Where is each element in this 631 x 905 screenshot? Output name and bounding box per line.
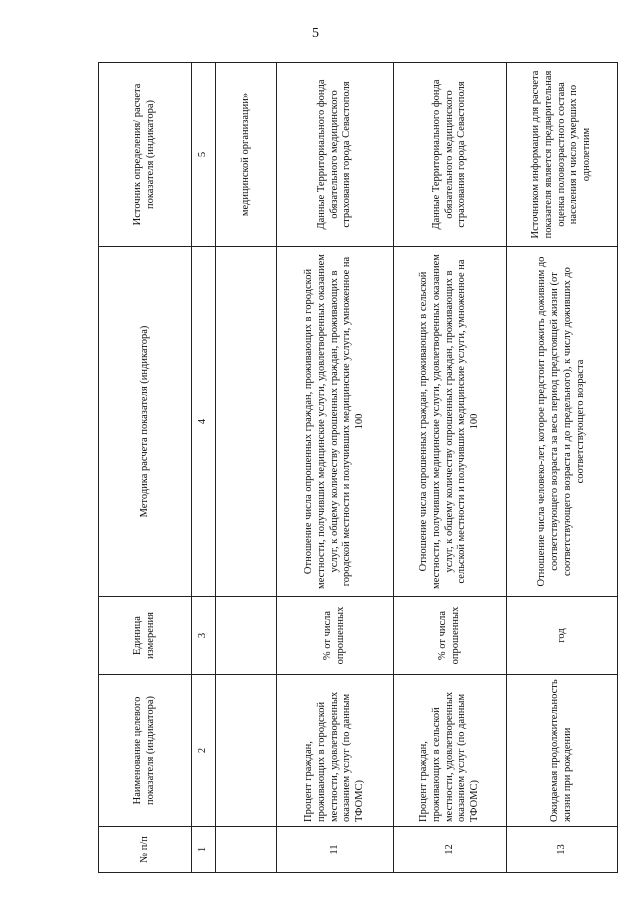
indicator-name: Процент граждан, проживающих в сельской местности, удовлетворенных оказанием услуг (по данным ТФОМС) [394, 675, 507, 827]
column-number: 3 [192, 597, 216, 675]
header-cell-unit: Единица измерения [99, 597, 192, 675]
table-cell [216, 597, 277, 675]
indicator-method: Отношение числа человеко-лет, которое предстоит прожить доживним до соответствующего возраста за весь период предстоящей жизни (от соответствующего возраста и до предельного), к числу доживших до соответствующего возраста [507, 247, 618, 597]
table-row [277, 63, 394, 873]
rotated-table-container [98, 63, 605, 873]
table-row [394, 63, 507, 873]
indicator-unit: год [507, 597, 618, 675]
indicator-name: Ожидаемая продолжительность жизни при рождении [507, 675, 618, 827]
continuation-source-cell: медицинской организации» [216, 63, 277, 247]
indicator-unit: % от числа опрошенных [394, 597, 507, 675]
indicator-unit: % от числа опрошенных [277, 597, 394, 675]
row-number: 13 [507, 827, 618, 873]
header-cell-name: Наименование целевого показателя (индикатора) [99, 675, 192, 827]
indicator-method: Отношение числа опрошенных граждан, проживающих в сельской местности, получивших медицинские услуги, удовлетворенных оказанием услуг, к общему количеству опрошенных граждан, проживающих в сельской местности и получивших медицинские услуги, умноженное на 100 [394, 247, 507, 597]
header-cell-num: № п/п [99, 827, 192, 873]
header-cell-method: Методика расчета показателя (индикатора) [99, 247, 192, 597]
header-row [99, 63, 192, 873]
table-cell [216, 827, 277, 873]
indicator-source: Данные Территориального фонда обязательного медицинского страхования города Севастополя [277, 63, 394, 247]
column-number: 2 [192, 675, 216, 827]
indicator-source: Источником информации для расчета показателя является предварительная оценка половозрастного состава населения и число умерших по однолетним [507, 63, 618, 247]
table-row [507, 63, 618, 873]
row-number: 11 [277, 827, 394, 873]
continuation-row [216, 63, 277, 873]
indicator-method: Отношение числа опрошенных граждан, проживающих в городской местности, получивших медицинские услуги, удовлетворенных оказанием услуг, к общему количеству опрошенных граждан, проживающих в городской местности и получивших медицинские услуги, умноженное на 100 [277, 247, 394, 597]
header-cell-source: Источник определения/ расчета показателя (индикатора) [99, 63, 192, 247]
column-number: 5 [192, 63, 216, 247]
indicators-table [98, 62, 618, 873]
row-number: 12 [394, 827, 507, 873]
indicator-name: Процент граждан, проживающих в городской местности, удовлетворенных оказанием услуг (по данным ТФОМС) [277, 675, 394, 827]
indicator-source: Данные Территориального фонда обязательного медицинского страхования города Севастополя [394, 63, 507, 247]
page-number: 5 [312, 26, 319, 41]
column-number: 4 [192, 247, 216, 597]
table-cell [216, 675, 277, 827]
table-cell [216, 247, 277, 597]
column-number-row [192, 63, 216, 873]
column-number: 1 [192, 827, 216, 873]
